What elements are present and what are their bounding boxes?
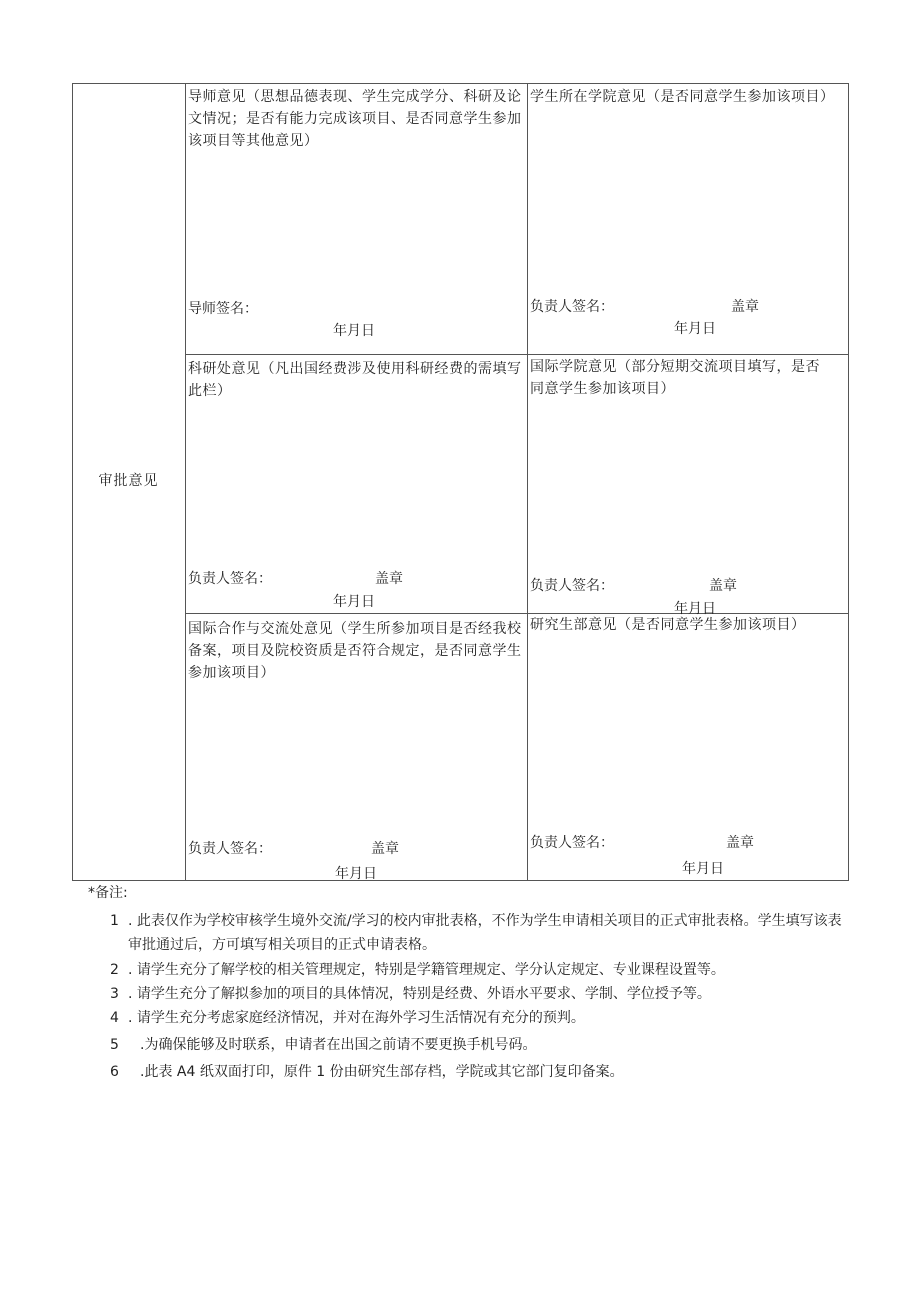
column-divider-left (185, 83, 186, 881)
advisor-signature-label: 导师签名： (188, 301, 258, 317)
graduate-opinion-title: 研究生部意见（是否同意学生参加该项目） (530, 617, 806, 633)
row-divider-1 (185, 354, 849, 355)
note-number: 6 (110, 1064, 119, 1080)
note-number: 2 (110, 962, 119, 978)
note-text: . 请学生充分了解拟参加的项目的具体情况，特别是经费、外语水平要求、学制、学位授予等。 (128, 986, 711, 1002)
intl-college-signature-label: 负责人签名： (530, 578, 614, 594)
graduate-date: 年月日 (682, 861, 724, 877)
note-text: .此表 A4 纸双面打印，原件 1 份由研究生部存档，学院或其它部门复印备案。 (140, 1064, 624, 1080)
note-number: 4 (110, 1010, 119, 1026)
research-opinion-title: 科研处意见（凡出国经费涉及使用科研经费的需填写此栏） (188, 361, 522, 399)
intl-office-seal: 盖章 (371, 841, 399, 857)
note-text: . 此表仅作为学校审核学生境外交流/学习的校内审批表格，不作为学生申请相关项目的正式审批表格。学生填写该表审批通过后，方可填写相关项目的正式申请表格。 (128, 913, 842, 953)
college-seal: 盖章 (731, 299, 759, 315)
graduate-signature-label: 负责人签名： (530, 835, 614, 851)
intl-office-signature-label: 负责人签名： (188, 841, 272, 857)
intl-office-date: 年月日 (335, 866, 377, 882)
approval-table (72, 83, 849, 881)
notes-heading: *备注: (88, 885, 128, 901)
note-number: 3 (110, 986, 119, 1002)
college-date: 年月日 (674, 321, 716, 337)
graduate-seal: 盖章 (726, 835, 754, 851)
note-text: . 请学生充分考虑家庭经济情况，并对在海外学习生活情况有充分的预判。 (128, 1010, 585, 1026)
research-signature-label: 负责人签名： (188, 571, 272, 587)
intl-college-seal: 盖章 (709, 578, 737, 594)
college-signature-label: 负责人签名： (530, 299, 614, 315)
research-seal: 盖章 (375, 571, 403, 587)
note-text: .为确保能够及时联系，申请者在出国之前请不要更换手机号码。 (140, 1037, 537, 1053)
intl-office-opinion-title: 国际合作与交流处意见（学生所参加项目是否经我校备案，项目及院校资质是否符合规定，是否同意学生参加该项目） (188, 621, 522, 681)
intl-college-opinion-title: 国际学院意见（部分短期交流项目填写，是否同意学生参加该项目） (530, 359, 820, 397)
intl-college-date: 年月日 (674, 601, 716, 617)
note-number: 5 (110, 1037, 119, 1053)
approval-label: 审批意见 (98, 473, 159, 489)
advisor-date: 年月日 (333, 323, 375, 339)
column-divider-middle (527, 83, 528, 881)
college-opinion-title: 学生所在学院意见（是否同意学生参加该项目） (530, 89, 835, 105)
note-number: 1 (110, 913, 119, 929)
note-text: . 请学生充分了解学校的相关管理规定，特别是学籍管理规定、学分认定规定、专业课程设置等。 (128, 962, 725, 978)
advisor-opinion-title: 导师意见（思想品德表现、学生完成学分、科研及论文情况；是否有能力完成该项目、是否同意学生参加该项目等其他意见） (188, 89, 522, 149)
research-date: 年月日 (333, 594, 375, 610)
